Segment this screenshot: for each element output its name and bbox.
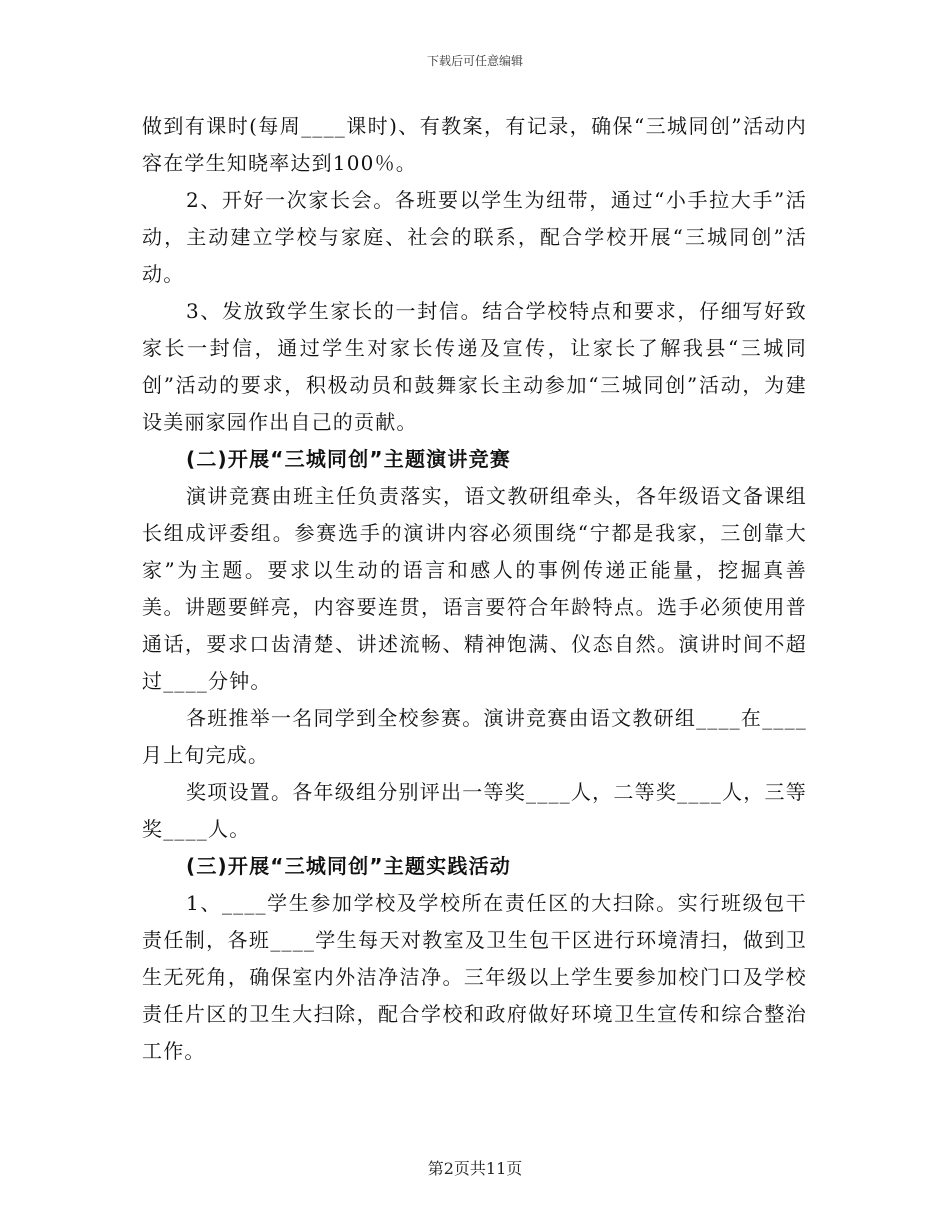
section-heading-2: (二)开展“三城同创”主题演讲竞赛 <box>186 447 511 471</box>
paragraph-1: 做到有课时(每周____课时)、有教案，有记录，确保“三城同创”活动内容在学生知晓率达到100％。 <box>142 114 807 175</box>
paragraph-6: 奖项设置。各年级组分别评出一等奖____人，二等奖____人，三等奖____人。 <box>142 780 807 841</box>
paragraph-4: 演讲竞赛由班主任负责落实，语文教研组牵头，各年级语文备课组长组成评委组。参赛选手的演讲内容必须围绕“宁都是我家，三创靠大家”为主题。要求以生动的语言和感人的事例传递正能量，挖掘真善美。讲题要鲜亮，内容要连贯，语言要符合年龄特点。选手必须使用普通话，要求口齿清楚、讲述流畅、精神饱满、仪态自然。演讲时间不超过____分钟。 <box>142 484 807 693</box>
paragraph-2: 2、开好一次家长会。各班要以学生为纽带，通过“小手拉大手”活动，主动建立学校与家庭、社会的联系，配合学校开展“三城同创”活动。 <box>142 188 807 286</box>
page-number: 第2页共11页 <box>427 1159 523 1178</box>
document-body <box>142 108 807 1070</box>
section-heading-3: (三)开展“三城同创”主题实践活动 <box>186 854 511 878</box>
paragraph-3: 3、发放致学生家长的一封信。结合学校特点和要求，仔细写好致家长一封信，通过学生对家长传递及宣传，让家长了解我县“三城同创”活动的要求，积极动员和鼓舞家长主动参加“三城同创”活动，为建设美丽家园作出自己的贡献。 <box>142 299 807 434</box>
paragraph-5: 各班推举一名同学到全校参赛。演讲竞赛由语文教研组____在____月上旬完成。 <box>142 706 807 767</box>
paragraph-7: 1、____学生参加学校及学校所在责任区的大扫除。实行班级包干责任制，各班____学生每天对教室及卫生包干区进行环境清扫，做到卫生无死角，确保室内外洁净洁净。三年级以上学生要参加校门口及学校责任片区的卫生大扫除，配合学校和政府做好环境卫生宣传和综合整治工作。 <box>142 891 807 1063</box>
page-header: 下载后可任意编辑 <box>426 54 523 68</box>
